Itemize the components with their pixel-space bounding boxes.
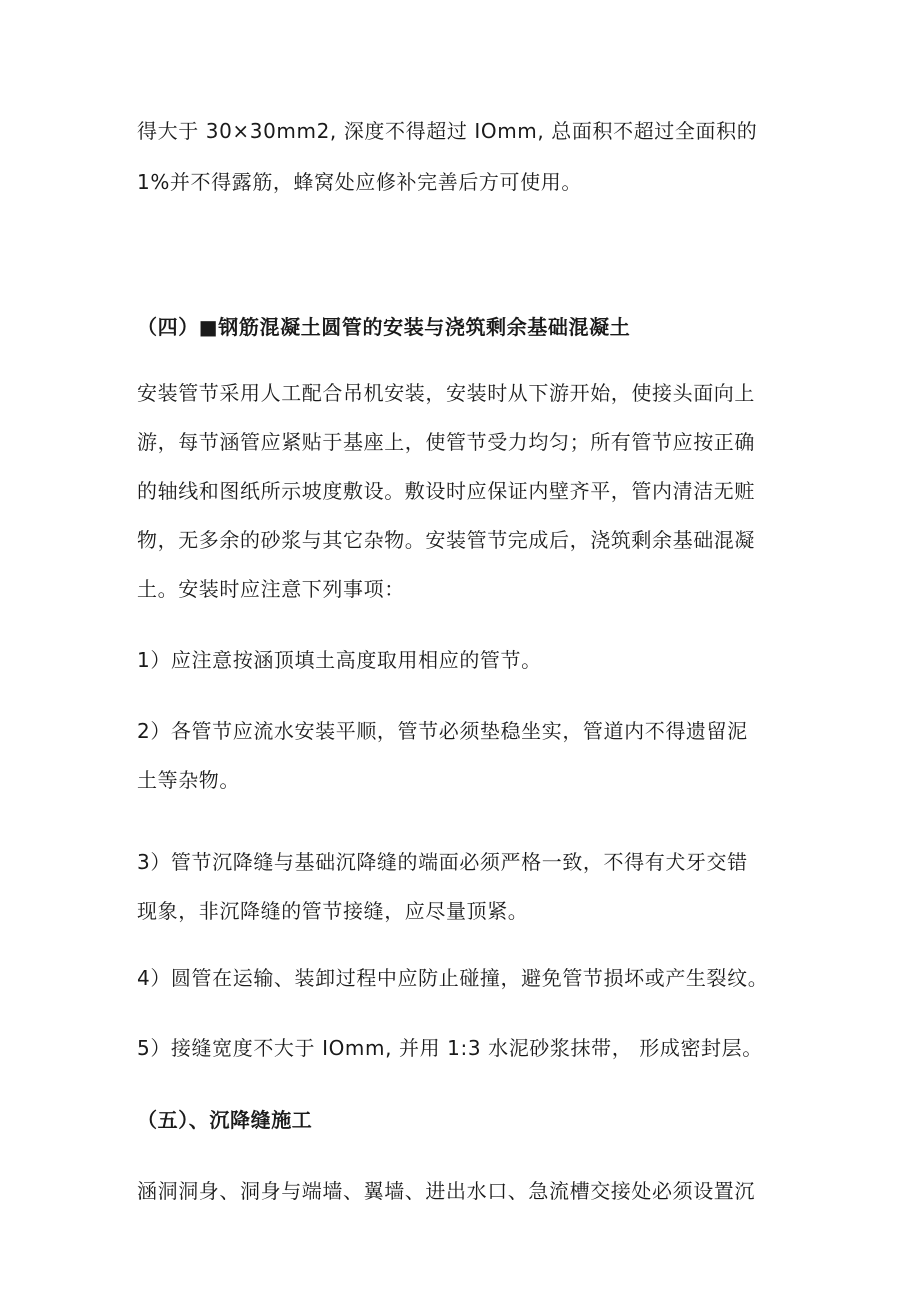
section-4-intro-line-1: 安装管节采用人工配合吊机安装，安装时从下游开始，使接头面向上 [137, 381, 755, 405]
section-4-intro-line-2: 游，每节涵管应紧贴于基座上，使管节受力均匀；所有管节应按正确 [137, 430, 755, 454]
section-5-heading: （五）、沉降缝施工 [137, 1108, 313, 1132]
section-4-heading: （四）■钢筋混凝土圆管的安装与浇筑剩余基础混凝土 [137, 315, 631, 339]
paragraph-1-line-1: 得大于 30×30mm2, 深度不得超过 IOmm, 总面积不超过全面积的 [137, 119, 758, 143]
list-item-3-line-2: 现象，非沉降缝的管节接缝，应尽量顶紧。 [137, 899, 529, 923]
list-item-1: 1）应注意按涵顶填土高度取用相应的管节。 [137, 648, 542, 672]
section-5-body-line-1: 涵洞洞身、洞身与端墙、翼墙、进出水口、急流槽交接处必须设置沉 [137, 1179, 755, 1203]
list-item-5: 5）接缝宽度不大于 IOmm, 并用 1:3 水泥砂浆抹带， 形成密封层。 [137, 1036, 763, 1060]
section-4-intro-line-5: 土。安装时应注意下列事项： [137, 577, 405, 601]
list-item-2-line-1: 2）各管节应流水安装平顺，管节必须垫稳坐实，管道内不得遗留泥 [137, 719, 748, 743]
section-4-intro-line-3: 的轴线和图纸所示坡度敷设。敷设时应保证内壁齐平，管内清洁无赃 [137, 479, 755, 503]
list-item-2-line-2: 土等杂物。 [137, 768, 240, 792]
list-item-4: 4）圆管在运输、装卸过程中应防止碰撞，避免管节损坏或产生裂纹。 [137, 966, 769, 990]
section-4-intro-line-4: 物，无多余的砂浆与其它杂物。安装管节完成后，浇筑剩余基础混凝 [137, 528, 755, 552]
list-item-3-line-1: 3）管节沉降缝与基础沉降缝的端面必须严格一致，不得有犬牙交错 [137, 850, 748, 874]
paragraph-1-line-2: 1%并不得露筋，蜂窝处应修补完善后方可使用。 [137, 170, 582, 194]
